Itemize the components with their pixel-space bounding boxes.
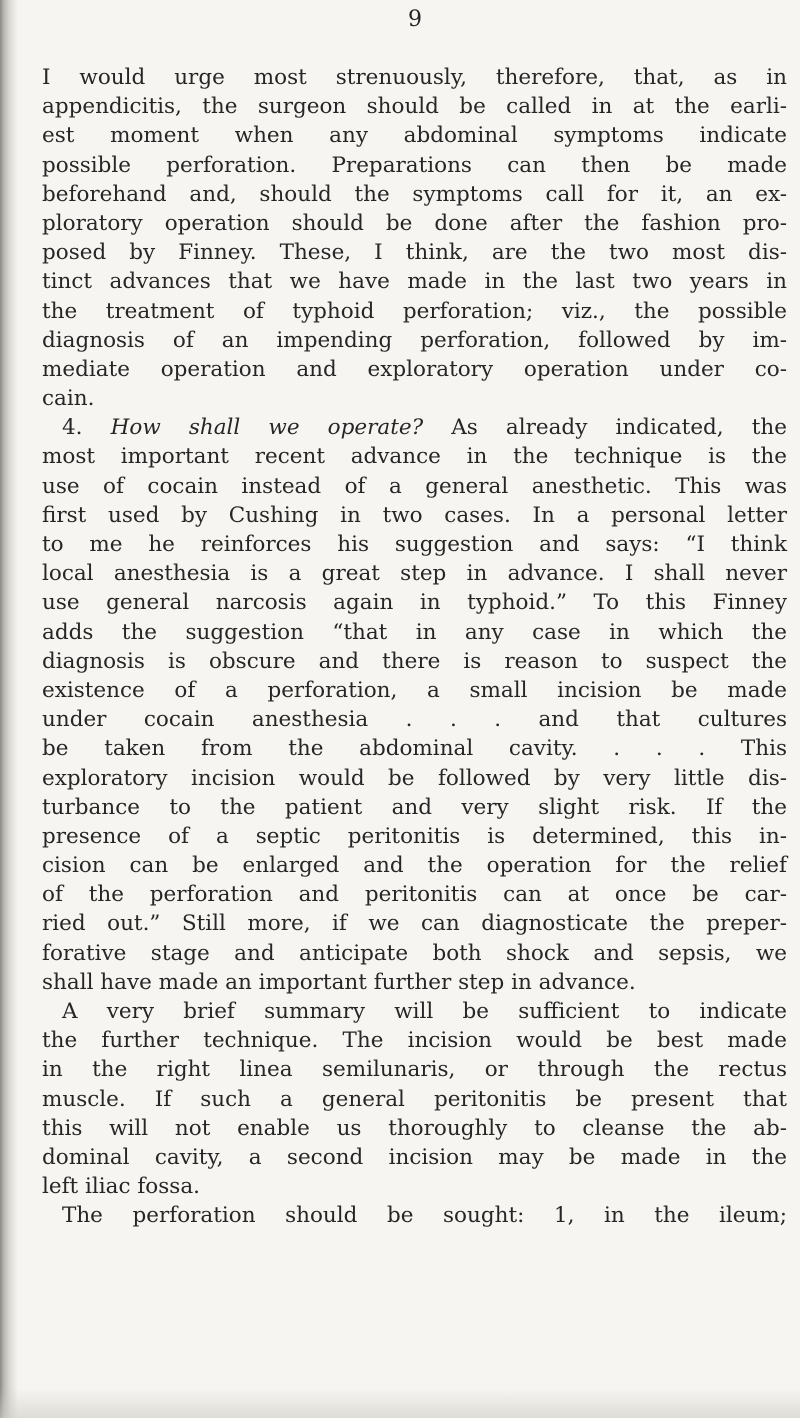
section-heading-line — [42, 413, 787, 442]
text-line: existence of a perforation, a small incision be made — [42, 677, 787, 703]
text-line: shall have made an important further step in advance. — [42, 969, 636, 995]
text-line: cain. — [42, 386, 95, 412]
text-line: under cocain anesthesia . . . and that cultures — [42, 707, 787, 733]
text-line: cision can be enlarged and the operation for the relief — [42, 853, 787, 879]
text-line: turbance to the patient and very slight risk. If the — [42, 794, 787, 820]
text-line: forative stage and anticipate both shock and sepsis, we — [42, 940, 787, 966]
section-number: 4. — [62, 415, 83, 441]
text-line: appendicitis, the surgeon should be called in at the earli- — [42, 94, 787, 120]
text-line: left iliac fossa. — [42, 1174, 200, 1200]
text-line: ploratory operation should be done after the fashion pro- — [42, 210, 787, 236]
text-line: presence of a septic peritonitis is determined, this in- — [42, 823, 787, 849]
body-text — [42, 63, 787, 1231]
text-line: posed by Finney. These, I think, are the two most dis- — [42, 240, 787, 266]
page-number: 9 — [408, 7, 422, 32]
text-line: most important recent advance in the technique is the — [42, 444, 787, 470]
text-line: the further technique. The incision would be best made — [42, 1028, 787, 1054]
text-line: the treatment of typhoid perforation; viz., the possible — [42, 298, 787, 324]
text-line: local anesthesia is a great step in advance. I shall never — [42, 561, 787, 587]
section-heading: How shall we operate? — [110, 415, 424, 441]
section-heading-rest: As already indicated, the — [451, 415, 787, 441]
text-line: use general narcosis again in typhoid.” To this Finney — [42, 590, 787, 616]
text-line: diagnosis is obscure and there is reason to suspect the — [42, 648, 787, 674]
text-line: muscle. If such a general peritonitis be present that — [42, 1086, 787, 1112]
text-line: tinct advances that we have made in the last two years in — [42, 269, 787, 295]
text-line: this will not enable us thoroughly to cleanse the ab- — [42, 1115, 787, 1141]
scan-bottom-shadow — [0, 1388, 800, 1418]
text-line: use of cocain instead of a general anesthetic. This was — [42, 473, 787, 499]
text-line: adds the suggestion “that in any case in which the — [42, 619, 787, 645]
text-line: be taken from the abdominal cavity. . . . This — [42, 736, 787, 762]
text-line: in the right linea semilunaris, or through the rectus — [42, 1057, 787, 1083]
text-line: to me he reinforces his suggestion and says: “I think — [42, 532, 787, 557]
text-line: exploratory incision would be followed by very little dis- — [42, 765, 787, 791]
text-line: beforehand and, should the symptoms call for it, an ex- — [42, 181, 787, 207]
text-line: ried out.” Still more, if we can diagnosticate the preper- — [42, 911, 787, 937]
text-line: mediate operation and exploratory operation under co- — [42, 356, 787, 382]
text-line: of the perforation and peritonitis can at once be car- — [42, 882, 787, 908]
text-line: first used by Cushing in two cases. In a personal letter — [42, 502, 787, 528]
text-line: The perforation should be sought: 1, in the ileum; — [62, 1203, 787, 1229]
scan-edge-shadow — [0, 0, 18, 1418]
text-line: possible perforation. Preparations can then be made — [42, 152, 787, 178]
text-line: I would urge most strenuously, therefore, that, as in — [42, 65, 787, 90]
text-line: A very brief summary will be sufficient to indicate — [62, 999, 787, 1024]
text-line: dominal cavity, a second incision may be made in the — [42, 1144, 787, 1170]
text-line: diagnosis of an impending perforation, followed by im- — [42, 327, 787, 353]
text-line: est moment when any abdominal symptoms indicate — [42, 123, 787, 149]
